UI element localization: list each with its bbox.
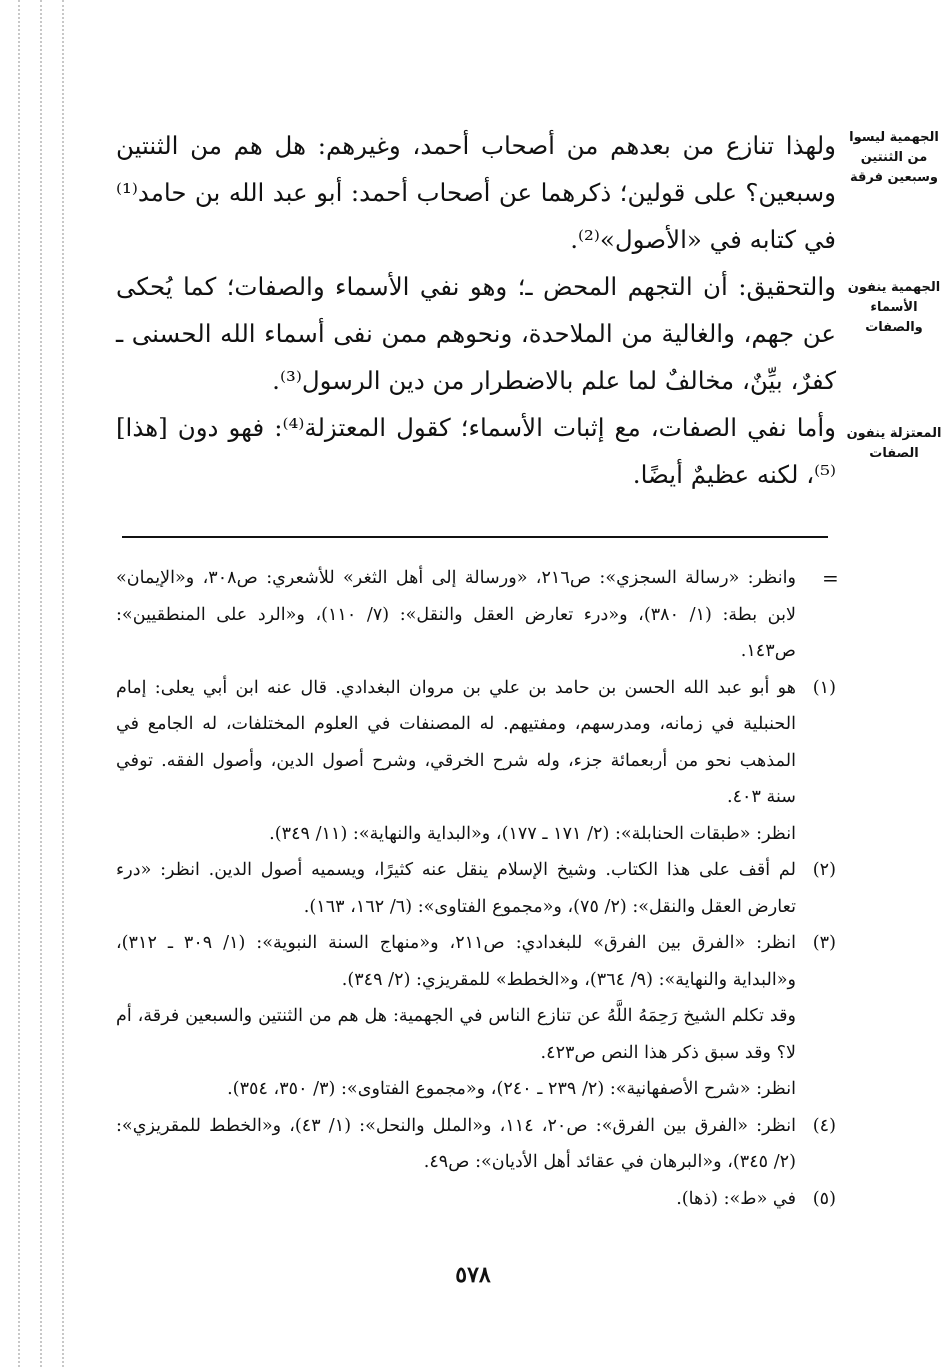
footnote-number: (٣) (812, 933, 836, 953)
footnote-text: انظر: «طبقات الحنابلة»: (٢/ ١٧١ ـ ١٧٧)، و«البداية والنهاية»: (١١/ ٣٤٩). (269, 823, 796, 844)
side-note: المعتزلة ينفون الصفات (846, 426, 942, 461)
footnote-text: انظر: «الفرق بين الفرق» للبغدادي: ص٢١١، و«منهاج السنة النبوية»: (١/ ٣٠٩ ـ ٣١٢)، و«البداية والنهاية»: (٩/ ٣٦٤)، و«الخطط» للمقريزي: (٢/ ٣٤٩). (116, 933, 796, 990)
footnote-text: وقد تكلم الشيخ رَحِمَهُ اللَّهُ عن تنازع الناس في الجهمية: هل هم من الثنتين والسبعين فرقة، أم لا؟ وقد سبق ذكر هذا النص ص٤٢٣. (116, 1006, 796, 1063)
footnote-number: (٥) (812, 1188, 836, 1209)
footnote-number: (١) (812, 677, 836, 698)
footnote-continuation (116, 560, 836, 670)
page-number: ٥٧٨ (455, 1262, 491, 1288)
margin-dots (18, 0, 20, 1367)
footnote (116, 1181, 836, 1218)
footnote-text: لم أقف على هذا الكتاب. وشيخ الإسلام ينقل عنه كثيرًا، ويسميه أصول الدين. انظر: «درء تعارض العقل والنقل»: (٢/ ٧٥)، و«مجموع الفتاوى»: (٦/ ١٦٢، ١٦٣). (116, 860, 796, 917)
footnote-text: هو أبو عبد الله الحسن بن حامد بن علي بن مروان البغدادي. قال عنه ابن أبي يعلى: إمام الحنبلية في زمانه، ومدرسهم، ومفتيهم. له المصنفات في العلوم المختلفات، له الجامع في المذهب نحو من أربعمائة جزء، وله شرح الخرقي، وشرح أصول الدين، وأصول الفقه. توفي سنة ٤٠٣. (116, 677, 796, 807)
main-paragraph: وأما نفي الصفات، مع إثبات الأسماء؛ كقول المعتزلة⁽⁴⁾: فهو دون [هذا]⁽⁵⁾، لكنه عظيمٌ أيضًا. (116, 413, 837, 489)
margin-dots (62, 0, 64, 1367)
footnote-text: انظر: «الفرق بين الفرق»: ص٢٠، ١١٤، و«الملل والنحل»: (١/ ٤٣)، و«الخطط للمقريزي»: (٢/ ٣٤٥)، و«البرهان في عقائد أهل الأديان»: ص٤٩. (116, 1115, 797, 1172)
footnote (116, 1108, 836, 1181)
footnote-number: (٢) (812, 860, 836, 880)
main-paragraph: ولهذا تنازع من بعدهم من أصحاب أحمد، وغيرهم: هل هم من الثنتين وسبعين؟ على قولين؛ ذكرهما عن أصحاب أحمد: أبو عبد الله بن حامد⁽¹⁾ في كتابه في «الأصول»⁽²⁾. (116, 131, 836, 254)
side-note: الجهمية ينفون الأسماء والصفات (847, 280, 941, 335)
footnote-separator (122, 536, 828, 538)
footnote (116, 925, 836, 1108)
continuation-marker: = (822, 566, 839, 590)
footnote-text: وانظر: «رسالة السجزي»: ص٢١٦، «ورسالة إلى أهل الثغر» للأشعري: ص٣٠٨، و«الإيمان» لابن بطة: (١/ ٣٨٠)، و«درء تعارض العقل والنقل»: (٧/ ١١٠)، و«الرد على المنطقيين»: ص١٤٣. (116, 568, 796, 661)
footnote (116, 670, 836, 853)
main-paragraph: والتحقيق: أن التجهم المحض ـ؛ وهو نفي الأسماء والصفات؛ كما يُحكى عن جهم، والغالية من الملاحدة، ونحوهم ممن نفى أسماء الله الحسنى ـ كفرٌ، بيِّنٌ، مخالفٌ لما علم بالاضطرار من دين الرسول⁽³⁾. (116, 272, 836, 395)
footnote-text: في «ط»: (ذها). (676, 1188, 796, 1209)
side-note: الجهمية ليسوا من الثنتين وسبعين فرقة (849, 130, 939, 185)
footnote-text: انظر: «شرح الأصفهانية»: (٢/ ٢٣٩ ـ ٢٤٠)، و«مجموع الفتاوى»: (٣/ ٣٥٠، ٣٥٤). (227, 1079, 796, 1099)
footnote (116, 852, 836, 925)
footnotes (116, 560, 836, 1217)
margin-dots (40, 0, 42, 1367)
footnote-number: (٤) (812, 1115, 836, 1136)
